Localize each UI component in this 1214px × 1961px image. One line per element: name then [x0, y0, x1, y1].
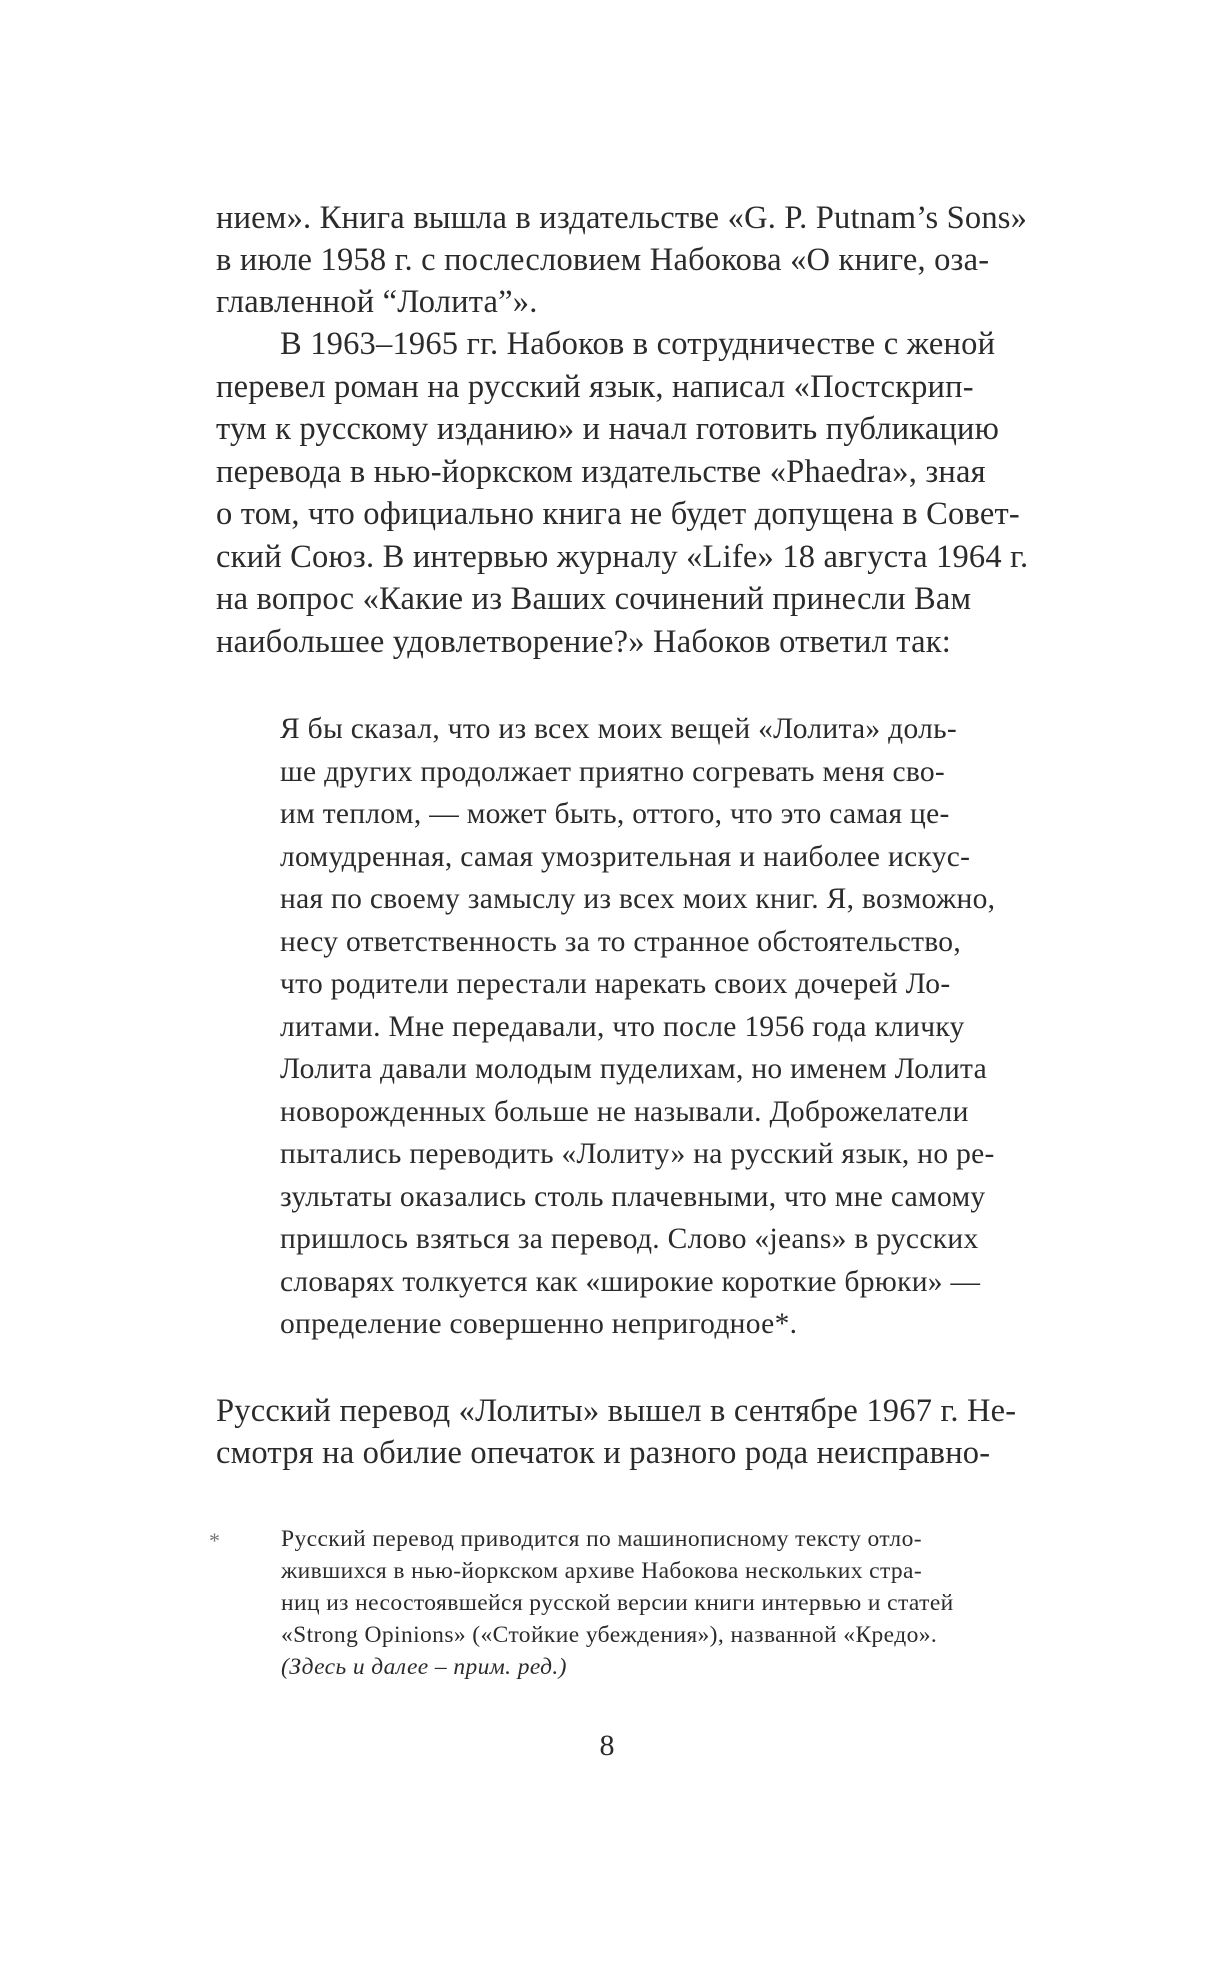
body-line: наибольшее удовлетворение?» Набоков ответил так:	[216, 624, 951, 660]
quote-line: Лолита давали молодым пуделихам, но именем Лолита	[280, 1053, 987, 1085]
body-line: перевода в нью-йоркском издательстве «Phaedra», зная	[216, 454, 986, 490]
quote-line: новорожденных больше не называли. Доброжелатели	[280, 1096, 969, 1128]
quote-line: определение совершенно непригодное*.	[280, 1308, 798, 1340]
quote-line: ная по своему замыслу из всех моих книг. Я, возможно,	[280, 883, 996, 915]
footnote-line: жившихся в нью-йоркском архиве Набокова нескольких стра-	[281, 1558, 923, 1584]
footnote-line: «Strong Opinions» («Стойкие убеждения»), названной «Кредо».	[281, 1622, 938, 1648]
footnote-editor-note: (Здесь и далее – прим. ред.)	[281, 1654, 567, 1680]
body-line: нием». Книга вышла в издательстве «G. P. Putnam’s Sons»	[216, 200, 1028, 236]
quote-line: Я бы сказал, что из всех моих вещей «Лолита» доль-	[280, 713, 958, 745]
body-line: ский Союз. В интервью журналу «Life» 18 августа 1964 г.	[216, 539, 1029, 575]
quote-line: им теплом, — может быть, оттого, что это самая це-	[280, 798, 950, 830]
footnote-line: ниц из несостоявшейся русской версии книги интервью и статей	[281, 1590, 954, 1616]
quote-line: пришлось взяться за перевод. Слово «jeans» в русских	[280, 1223, 979, 1255]
quote-line: несу ответственность за то странное обстоятельство,	[280, 926, 962, 958]
footnote-line: Русский перевод приводится по машинописному тексту отло-	[281, 1526, 922, 1552]
page-number: 8	[599, 1729, 615, 1762]
body-line: Русский перевод «Лолиты» вышел в сентябре 1967 г. Не-	[216, 1393, 1017, 1429]
body-line: В 1963–1965 гг. Набоков в сотрудничестве с женой	[280, 326, 996, 362]
quote-line: зультаты оказались столь плачевными, что мне самому	[280, 1181, 986, 1213]
body-line: тум к русскому изданию» и начал готовить публикацию	[216, 411, 1000, 447]
footnote-marker: *	[209, 1528, 220, 1553]
quote-line: что родители перестали нарекать своих дочерей Ло-	[280, 968, 951, 1000]
body-line: в июле 1958 г. с послесловием Набокова «О книге, оза-	[216, 242, 990, 278]
quote-line: ломудренная, самая умозрительная и наиболее искус-	[280, 841, 971, 873]
quote-line: словарях толкуется как «широкие короткие брюки» —	[280, 1266, 981, 1298]
quote-line: ше других продолжает приятно согревать меня сво-	[280, 756, 946, 788]
quote-line: пытались переводить «Лолиту» на русский язык, но ре-	[280, 1138, 995, 1170]
quote-line: литами. Мне передавали, что после 1956 года кличку	[280, 1011, 965, 1043]
body-line: на вопрос «Какие из Ваших сочинений принесли Вам	[216, 581, 972, 617]
body-line: смотря на обилие опечаток и разного рода неисправно-	[216, 1435, 991, 1471]
body-line: о том, что официально книга не будет допущена в Совет-	[216, 496, 1020, 532]
body-line: перевел роман на русский язык, написал «Постскрип-	[216, 369, 974, 405]
body-line: главленной “Лолита”».	[216, 284, 538, 320]
